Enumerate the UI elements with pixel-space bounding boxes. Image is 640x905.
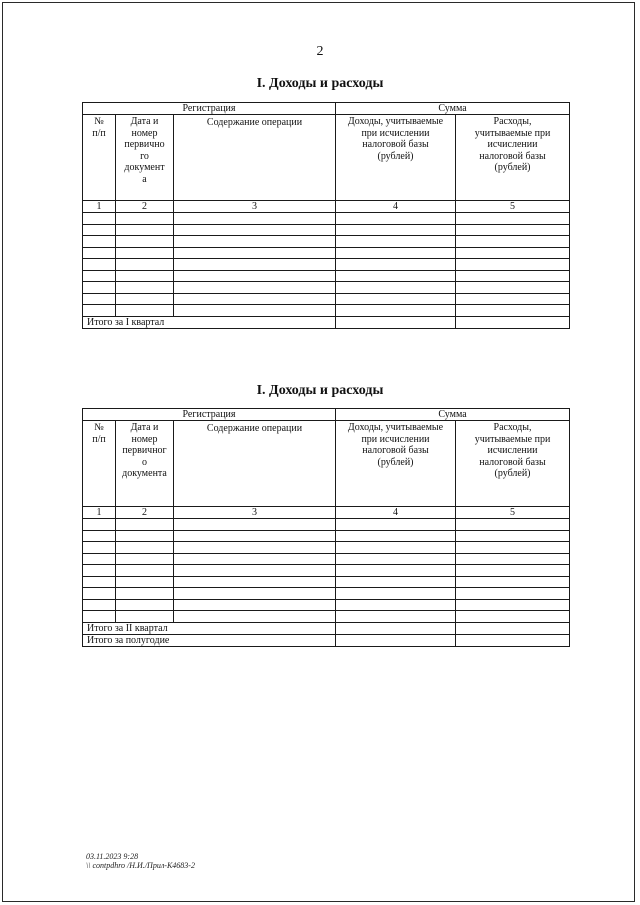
table-cell	[116, 224, 174, 236]
table-cell	[336, 519, 456, 531]
table-cell	[83, 599, 116, 611]
total-income-cell	[336, 634, 456, 646]
table-cell	[336, 282, 456, 294]
table-cell	[174, 576, 336, 588]
table-cell	[336, 293, 456, 305]
table-cell	[116, 599, 174, 611]
table-row	[83, 588, 570, 600]
table-cell	[83, 282, 116, 294]
column-number-row	[83, 201, 570, 213]
table-cell	[174, 611, 336, 623]
column-header-3: Содержание операции	[174, 115, 336, 201]
table-cell	[174, 565, 336, 577]
table-cell	[174, 588, 336, 600]
column-number-3: 3	[174, 201, 336, 213]
table-cell	[83, 247, 116, 259]
table-cell	[116, 213, 174, 225]
table-cell	[174, 293, 336, 305]
table-cell	[456, 576, 570, 588]
total-row	[83, 634, 570, 646]
footer-path: \\ contpdhro /Н.И./Прил-К4683-2	[86, 861, 195, 870]
table-cell	[336, 213, 456, 225]
table-cell	[456, 553, 570, 565]
table-cell	[83, 293, 116, 305]
total-label: Итого за полугодие	[83, 634, 336, 646]
table-cell	[456, 282, 570, 294]
table-row	[83, 565, 570, 577]
table-cell	[83, 213, 116, 225]
table-cell	[336, 305, 456, 317]
table-cell	[83, 270, 116, 282]
table-row	[83, 576, 570, 588]
column-number-2: 2	[116, 507, 174, 519]
table-cell	[83, 530, 116, 542]
table-row	[83, 293, 570, 305]
column-number-4: 4	[336, 507, 456, 519]
table-cell	[116, 553, 174, 565]
table-cell	[116, 247, 174, 259]
table-row	[83, 224, 570, 236]
table-cell	[174, 247, 336, 259]
table-cell	[336, 530, 456, 542]
table-row	[83, 270, 570, 282]
table-cell	[116, 270, 174, 282]
column-header-3: Содержание операции	[174, 421, 336, 507]
column-header-5: Расходы, учитываемые при исчислении налоговой базы (рублей)	[456, 115, 570, 201]
total-row	[83, 316, 570, 328]
table-cell	[116, 588, 174, 600]
table-cell	[456, 611, 570, 623]
table-cell	[174, 259, 336, 271]
table-row	[83, 305, 570, 317]
table-cell	[116, 236, 174, 248]
ledger-table	[82, 408, 570, 647]
section-title: I. Доходы и расходы	[256, 76, 384, 91]
table-row	[83, 519, 570, 531]
table-row	[83, 542, 570, 554]
table-row	[83, 247, 570, 259]
sum-header: Сумма	[336, 409, 570, 421]
column-header-2: Дата и номер первичног о документа	[116, 421, 174, 507]
table-cell	[456, 247, 570, 259]
table-row	[83, 282, 570, 294]
column-header-row	[83, 115, 570, 201]
table-cell	[116, 542, 174, 554]
table-cell	[83, 542, 116, 554]
total-income-cell	[336, 316, 456, 328]
table-cell	[336, 224, 456, 236]
table-row	[83, 213, 570, 225]
column-header-1: № п/п	[83, 115, 116, 201]
table-cell	[174, 599, 336, 611]
page-number: 2	[316, 44, 324, 59]
table-cell	[336, 565, 456, 577]
table-cell	[336, 553, 456, 565]
table-row	[83, 236, 570, 248]
table-cell	[83, 576, 116, 588]
table-cell	[174, 542, 336, 554]
table-cell	[116, 565, 174, 577]
column-number-4: 4	[336, 201, 456, 213]
column-number-row	[83, 507, 570, 519]
table-cell	[83, 553, 116, 565]
table-cell	[456, 293, 570, 305]
column-number-1: 1	[83, 507, 116, 519]
table-cell	[456, 224, 570, 236]
table-cell	[174, 213, 336, 225]
table-cell	[83, 611, 116, 623]
group-header-row	[83, 103, 570, 115]
column-header-1: № п/п	[83, 421, 116, 507]
table-cell	[116, 530, 174, 542]
column-header-4: Доходы, учитываемые при исчислении налоговой базы (рублей)	[336, 115, 456, 201]
table-cell	[456, 588, 570, 600]
table-cell	[116, 576, 174, 588]
table-cell	[336, 576, 456, 588]
table-cell	[456, 542, 570, 554]
table-cell	[116, 259, 174, 271]
table-cell	[336, 599, 456, 611]
total-expense-cell	[456, 622, 570, 634]
total-income-cell	[336, 622, 456, 634]
table-cell	[456, 530, 570, 542]
column-number-2: 2	[116, 201, 174, 213]
table-cell	[456, 519, 570, 531]
table-cell	[174, 224, 336, 236]
table-cell	[456, 259, 570, 271]
table-cell	[336, 611, 456, 623]
table-cell	[174, 530, 336, 542]
table-cell	[83, 588, 116, 600]
total-row	[83, 622, 570, 634]
table-cell	[83, 305, 116, 317]
column-header-5: Расходы, учитываемые при исчислении налоговой базы (рублей)	[456, 421, 570, 507]
table-cell	[336, 588, 456, 600]
registration-header: Регистрация	[83, 409, 336, 421]
table-row	[83, 530, 570, 542]
table-cell	[336, 542, 456, 554]
table-cell	[456, 213, 570, 225]
registration-header: Регистрация	[83, 103, 336, 115]
table-cell	[116, 282, 174, 294]
total-expense-cell	[456, 634, 570, 646]
column-number-1: 1	[83, 201, 116, 213]
column-header-row	[83, 421, 570, 507]
group-header-row	[83, 409, 570, 421]
column-number-5: 5	[456, 507, 570, 519]
table-cell	[456, 599, 570, 611]
table-cell	[116, 519, 174, 531]
table-cell	[116, 305, 174, 317]
table-cell	[174, 270, 336, 282]
sum-header: Сумма	[336, 103, 570, 115]
table-cell	[116, 611, 174, 623]
footer-note	[86, 852, 195, 870]
column-number-5: 5	[456, 201, 570, 213]
table-cell	[336, 236, 456, 248]
footer-timestamp: 03.11.2023 9:28	[86, 852, 139, 861]
table-cell	[174, 282, 336, 294]
table-cell	[456, 236, 570, 248]
table-cell	[174, 305, 336, 317]
table-cell	[336, 259, 456, 271]
table-cell	[174, 236, 336, 248]
total-label: Итого за I квартал	[83, 316, 336, 328]
total-expense-cell	[456, 316, 570, 328]
table-cell	[83, 236, 116, 248]
column-number-3: 3	[174, 507, 336, 519]
table-cell	[456, 305, 570, 317]
table-cell	[83, 565, 116, 577]
table-cell	[456, 270, 570, 282]
table-cell	[336, 247, 456, 259]
table-row	[83, 611, 570, 623]
table-cell	[83, 259, 116, 271]
table-row	[83, 553, 570, 565]
column-header-4: Доходы, учитываемые при исчислении налоговой базы (рублей)	[336, 421, 456, 507]
table-cell	[116, 293, 174, 305]
table-cell	[456, 565, 570, 577]
table-row	[83, 259, 570, 271]
total-label: Итого за II квартал	[83, 622, 336, 634]
table-row	[83, 599, 570, 611]
table-cell	[336, 270, 456, 282]
table-cell	[83, 519, 116, 531]
table-cell	[174, 519, 336, 531]
ledger-table	[82, 102, 570, 329]
table-cell	[83, 224, 116, 236]
section-title: I. Доходы и расходы	[256, 383, 384, 398]
table-cell	[174, 553, 336, 565]
column-header-2: Дата и номер первично го документ а	[116, 115, 174, 201]
